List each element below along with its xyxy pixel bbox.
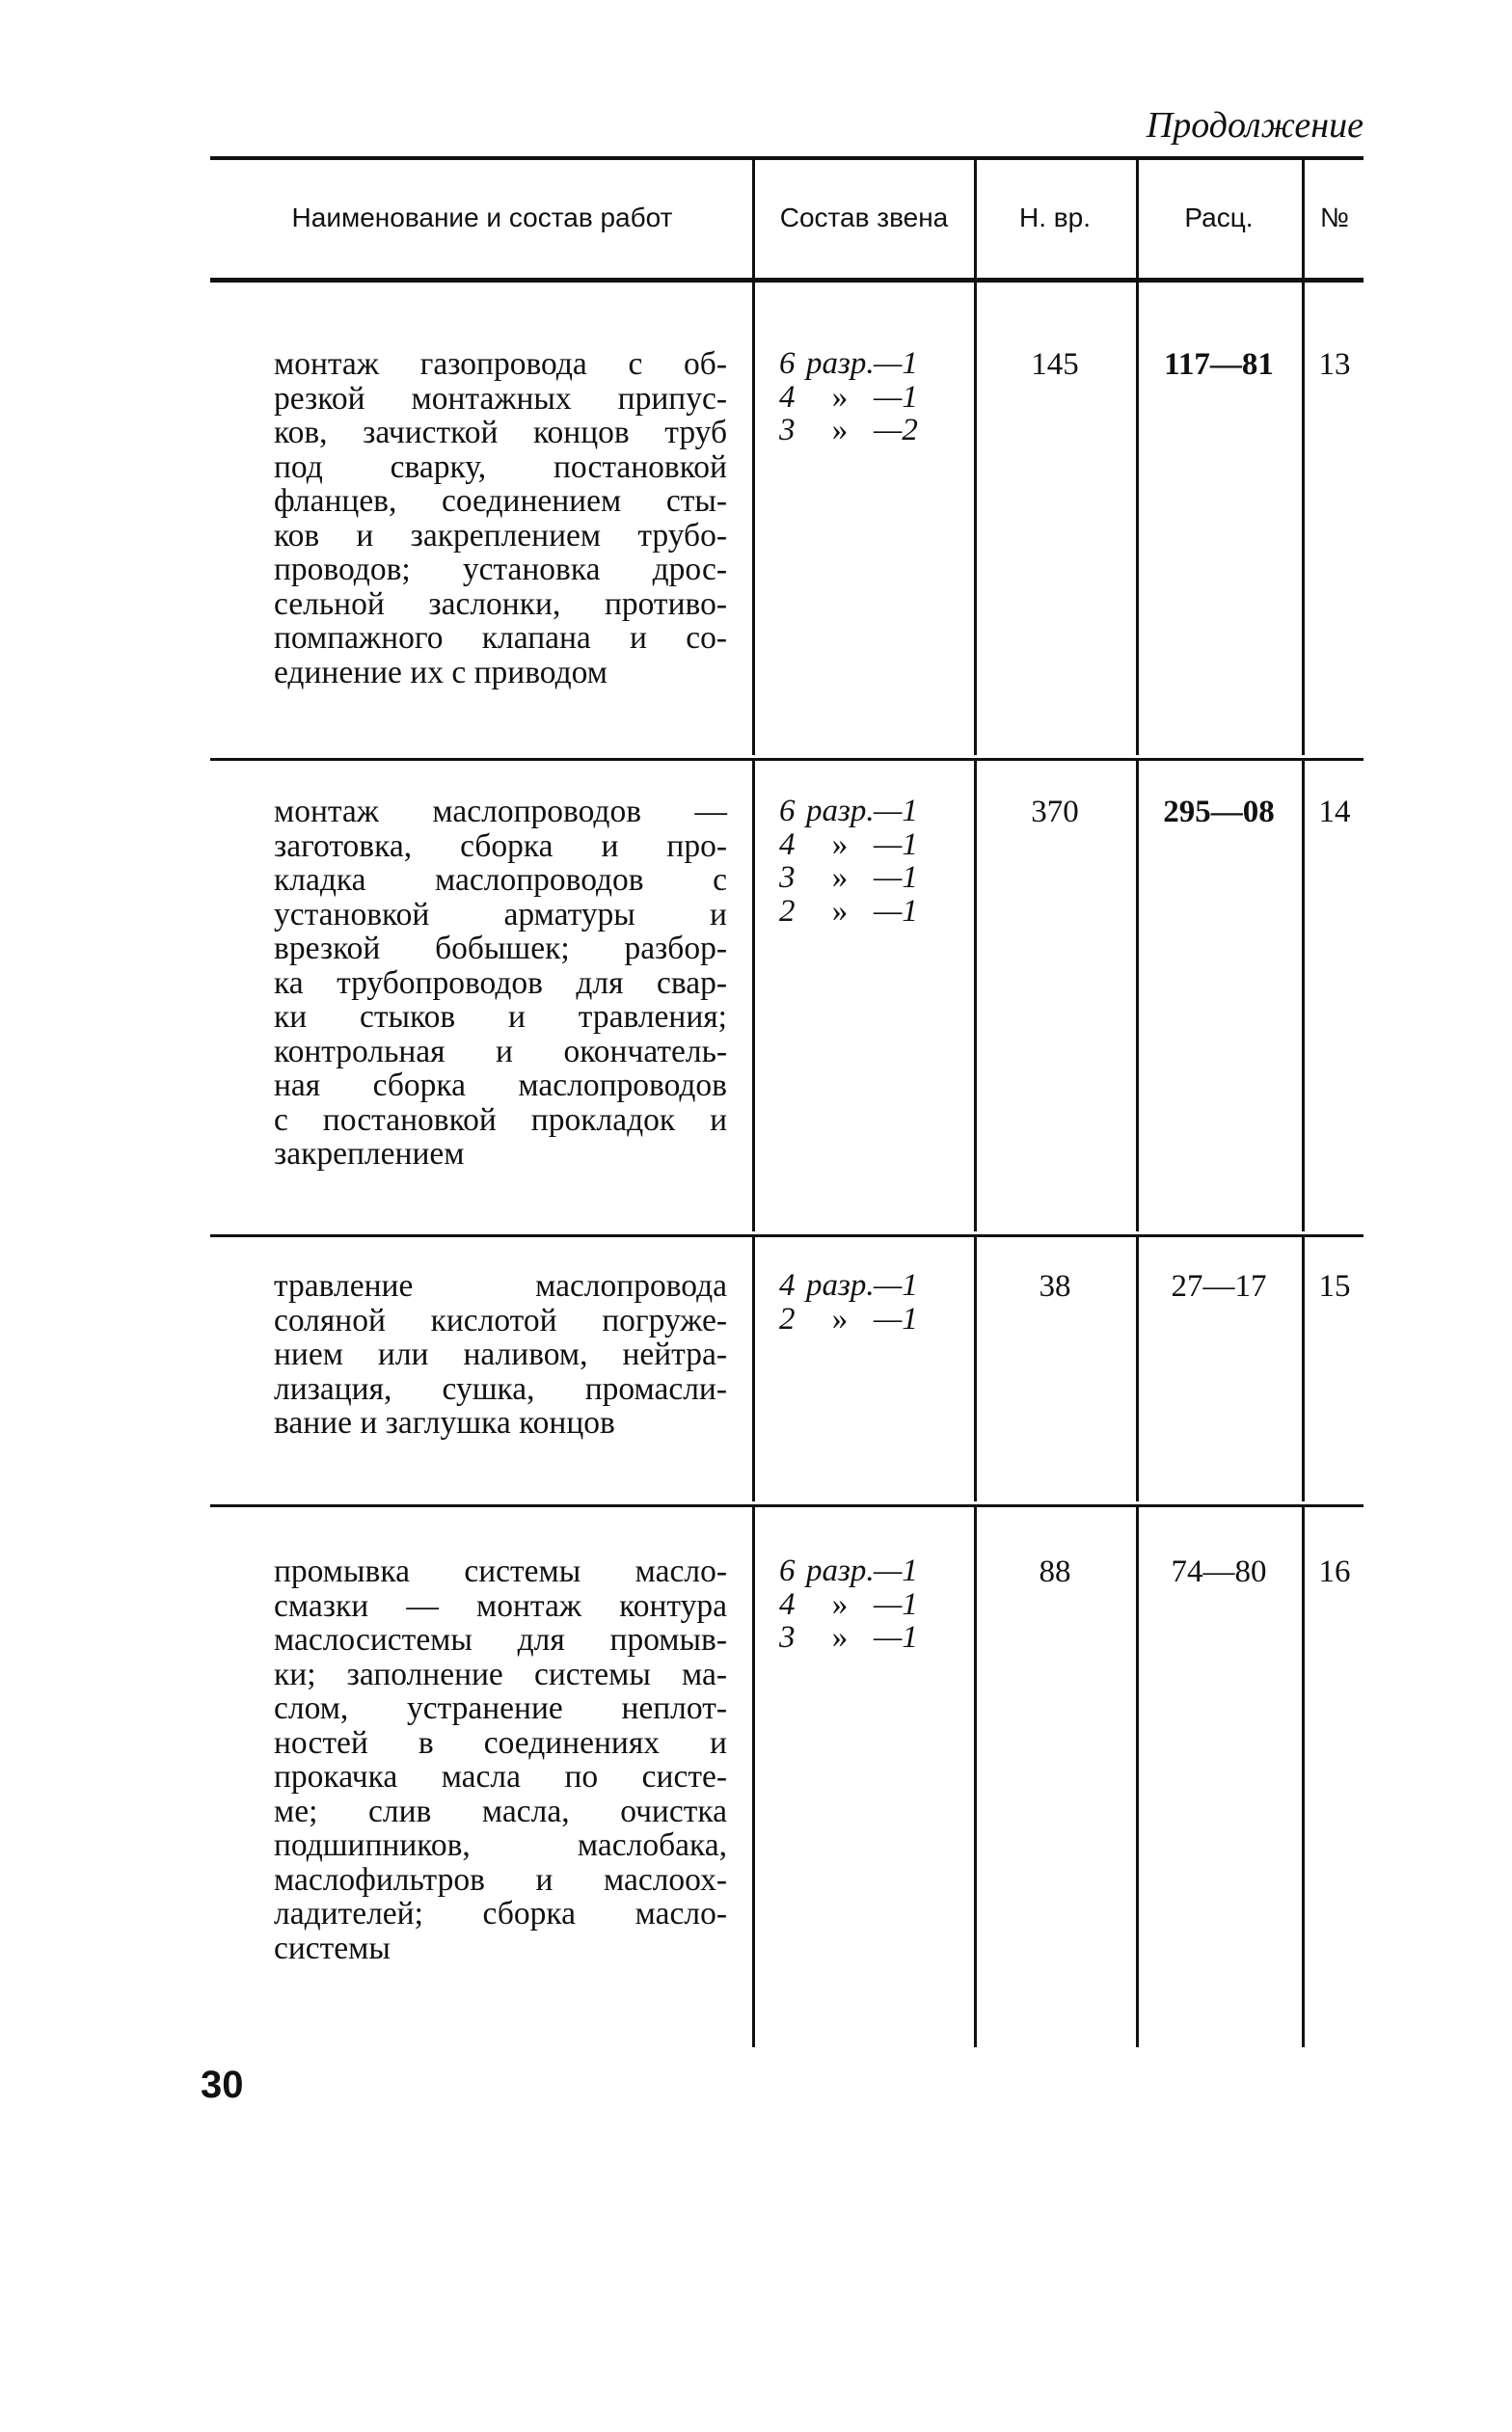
header-no: № xyxy=(1319,203,1350,232)
column-rule xyxy=(974,1237,977,1501)
table-top-rule xyxy=(210,156,1364,160)
description-line: ладителей; сборка масло- xyxy=(274,1896,727,1932)
work-description xyxy=(274,1554,727,1965)
crew-line: 3 » —1 xyxy=(779,860,918,895)
description-line: ки стыков и травления; xyxy=(274,999,727,1035)
continuation-label: Продолжение xyxy=(1146,105,1364,146)
crew-composition xyxy=(779,1554,958,1655)
column-rule xyxy=(1136,160,1139,280)
column-rule xyxy=(1302,160,1305,280)
crew-line: 4 разр. —1 xyxy=(779,1268,918,1303)
header-crew: Состав звена xyxy=(779,203,949,232)
column-rule xyxy=(752,761,755,1231)
crew-line: 6 разр. —1 xyxy=(779,1554,918,1588)
description-line: помпажного клапана и со- xyxy=(274,620,727,656)
description-line: слом, устранение неплот- xyxy=(274,1690,727,1726)
description-line: маслофильтров и маслоох- xyxy=(274,1861,727,1898)
description-line: сельной заслонки, противо- xyxy=(274,585,727,622)
description-line: заготовка, сборка и про- xyxy=(274,827,727,864)
time-norm: 370 xyxy=(1031,795,1079,829)
crew-composition xyxy=(779,347,958,447)
crew-line: 6 разр. —1 xyxy=(779,346,918,381)
header-time: Н. вр. xyxy=(1018,203,1091,232)
description-line: кладка маслопроводов с xyxy=(274,862,727,898)
rate-value: 74—80 xyxy=(1171,1554,1267,1589)
row-number: 13 xyxy=(1318,347,1351,382)
row-divider xyxy=(210,1504,1364,1507)
description-line: ка трубопроводов для свар- xyxy=(274,964,727,1001)
description-line: подшипников, маслобака, xyxy=(274,1827,727,1863)
description-line: ностей в соединениях и xyxy=(274,1724,727,1761)
page-number: 30 xyxy=(201,2064,244,2106)
rate-value: 117—81 xyxy=(1164,347,1274,382)
description-line: вание и заглушка концов xyxy=(274,1405,615,1441)
row-divider xyxy=(210,758,1364,761)
description-line: под сварку, постановкой xyxy=(274,448,727,485)
column-rule xyxy=(1302,283,1305,755)
work-description xyxy=(274,1269,727,1441)
header-rate: Расц. xyxy=(1184,203,1254,232)
column-rule xyxy=(1136,1507,1139,2047)
description-line: ков и закреплением трубо- xyxy=(274,517,727,554)
column-rule xyxy=(974,761,977,1231)
crew-composition xyxy=(779,1269,958,1336)
description-line: травление маслопровода xyxy=(274,1268,727,1304)
crew-line: 3 » —1 xyxy=(779,1620,918,1655)
description-line: с постановкой прокладок и xyxy=(274,1101,727,1138)
rate-value: 295—08 xyxy=(1163,795,1275,829)
crew-line: 4 » —1 xyxy=(779,379,918,415)
row-number: 15 xyxy=(1318,1269,1351,1304)
column-rule xyxy=(974,1507,977,2047)
description-line: системы xyxy=(274,1930,391,1966)
crew-composition xyxy=(779,795,958,928)
time-norm: 88 xyxy=(1039,1554,1071,1589)
crew-line: 2 » —1 xyxy=(779,893,918,929)
row-number: 14 xyxy=(1318,795,1351,829)
description-line: резкой монтажных припус- xyxy=(274,380,727,417)
column-rule xyxy=(1136,761,1139,1231)
rate-value: 27—17 xyxy=(1171,1269,1267,1304)
description-line: фланцев, соединением сты- xyxy=(274,483,727,519)
column-rule xyxy=(1302,1507,1305,2047)
crew-line: 6 разр. —1 xyxy=(779,794,918,828)
crew-line: 3 » —2 xyxy=(779,413,918,447)
column-rule xyxy=(974,283,977,755)
description-line: ме; слив масла, очистка xyxy=(274,1793,727,1829)
work-description xyxy=(274,795,727,1172)
description-line: закреплением xyxy=(274,1136,465,1172)
column-rule xyxy=(752,1507,755,2047)
description-line: ки; заполнение системы ма- xyxy=(274,1656,727,1692)
description-line: ков, зачисткой концов труб xyxy=(274,415,727,450)
crew-line: 4 » —1 xyxy=(779,1586,918,1622)
description-line: промывка системы масло- xyxy=(274,1554,727,1589)
column-rule xyxy=(1136,283,1139,755)
work-description xyxy=(274,347,727,689)
time-norm: 38 xyxy=(1039,1269,1071,1304)
row-divider xyxy=(210,1234,1364,1237)
description-line: прокачка масла по систе- xyxy=(274,1759,727,1795)
header-bottom-rule xyxy=(210,278,1364,283)
description-line: врезкой бобышек; разбор- xyxy=(274,931,727,966)
column-rule xyxy=(752,160,755,280)
column-rule xyxy=(752,283,755,755)
crew-line: 4 » —1 xyxy=(779,826,918,862)
header-name: Наименование и состав работ xyxy=(291,203,673,232)
column-rule xyxy=(1302,761,1305,1231)
description-line: смазки — монтаж контура xyxy=(274,1587,727,1624)
description-line: установкой арматуры и xyxy=(274,896,727,932)
description-line: проводов; установка дрос- xyxy=(274,552,727,587)
description-line: соляной кислотой погруже- xyxy=(274,1302,727,1338)
description-line: монтаж маслопроводов — xyxy=(274,794,727,829)
description-line: контрольная и окончатель- xyxy=(274,1033,727,1069)
description-line: нием или наливом, нейтра- xyxy=(274,1337,727,1372)
description-line: лизация, сушка, промасли- xyxy=(274,1370,727,1407)
column-rule xyxy=(1136,1237,1139,1501)
row-number: 16 xyxy=(1318,1554,1351,1589)
description-line: ная сборка маслопроводов xyxy=(274,1067,727,1103)
column-rule xyxy=(752,1237,755,1501)
column-rule xyxy=(974,160,977,280)
description-line: единение их с приводом xyxy=(274,654,608,690)
column-rule xyxy=(1302,1237,1305,1501)
crew-line: 2 » —1 xyxy=(779,1301,918,1337)
description-line: маслосистемы для промыв- xyxy=(274,1622,727,1658)
description-line: монтаж газопровода с об- xyxy=(274,346,727,382)
time-norm: 145 xyxy=(1031,347,1079,382)
